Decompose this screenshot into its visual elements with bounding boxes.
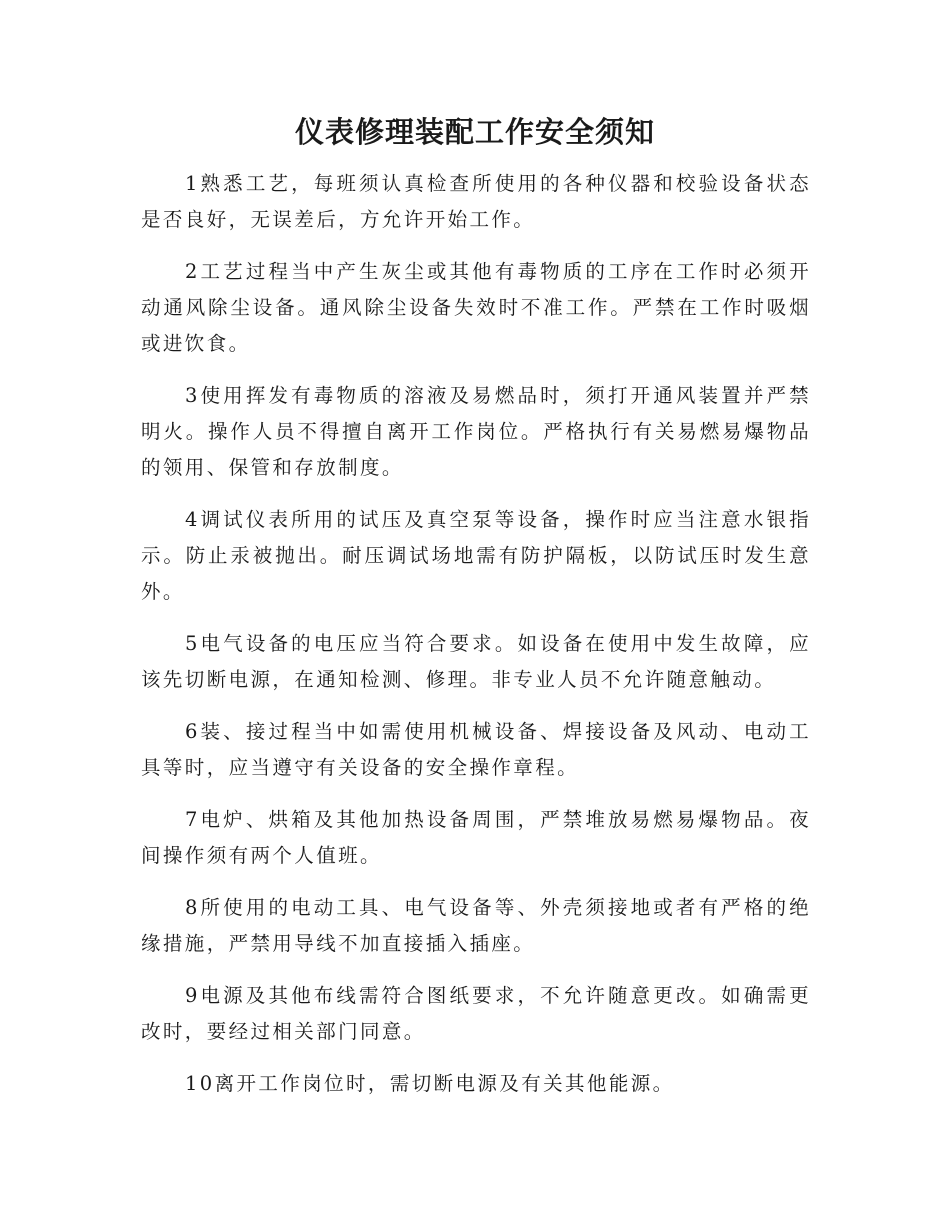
paragraph-4: 4调试仪表所用的试压及真空泵等设备，操作时应当注意水银指示。防止汞被抛出。耐压调试场地需有防护隔板，以防试压时发生意外。: [141, 508, 811, 603]
paragraph-6: 6装、接过程当中如需使用机械设备、焊接设备及风动、电动工具等时，应当遵守有关设备的安全操作章程。: [141, 720, 811, 779]
paragraph-9: 9电源及其他布线需符合图纸要求，不允许随意更改。如确需更改时，要经过相关部门同意。: [141, 984, 811, 1043]
paragraph-10: 10离开工作岗位时，需切断电源及有关其他能源。: [185, 1072, 675, 1095]
document-body: [141, 166, 811, 1118]
paragraph-5: 5电气设备的电压应当符合要求。如设备在使用中发生故障，应该先切断电源，在通知检测、修理。非专业人员不允许随意触动。: [141, 632, 811, 691]
paragraph-7: 7电炉、烘箱及其他加热设备周围，严禁堆放易燃易爆物品。夜间操作须有两个人值班。: [141, 808, 811, 867]
paragraph-8: 8所使用的电动工具、电气设备等、外壳须接地或者有严格的绝缘措施，严禁用导线不加直接插入插座。: [141, 896, 811, 955]
paragraph-3: 3使用挥发有毒物质的溶液及易燃品时，须打开通风装置并严禁明火。操作人员不得擅自离开工作岗位。严格执行有关易燃易爆物品的领用、保管和存放制度。: [141, 384, 811, 479]
document-title: 仪表修理装配工作安全须知: [294, 115, 655, 149]
paragraph-1: 1熟悉工艺，每班须认真检查所使用的各种仪器和校验设备状态是否良好，无误差后，方允许开始工作。: [141, 172, 811, 231]
paragraph-2: 2工艺过程当中产生灰尘或其他有毒物质的工序在工作时必须开动通风除尘设备。通风除尘设备失效时不准工作。严禁在工作时吸烟或进饮食。: [141, 260, 811, 355]
